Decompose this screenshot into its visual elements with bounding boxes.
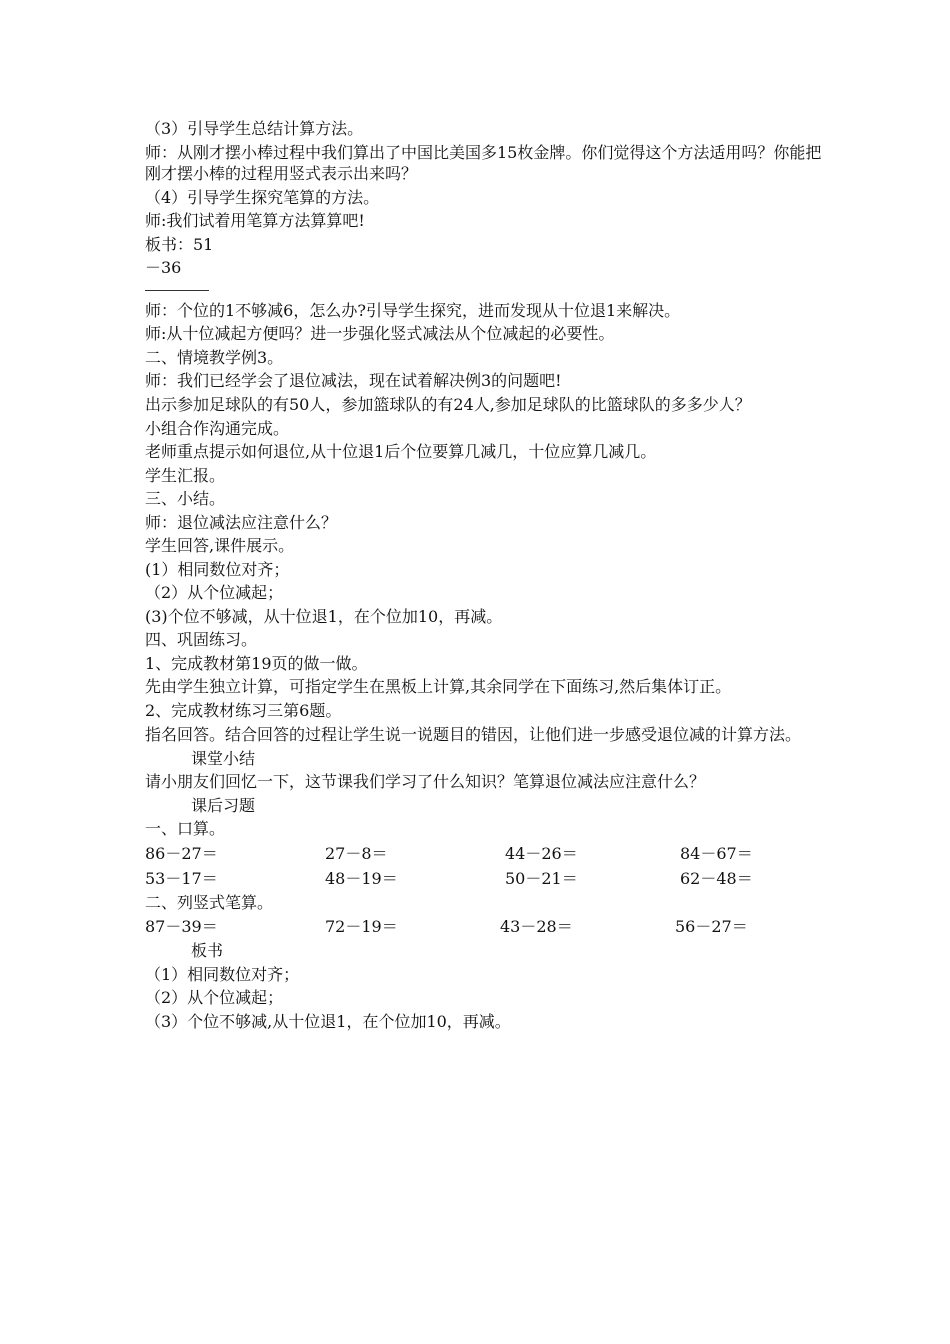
- text-line: 师：退位减法应注意什么？: [145, 512, 338, 532]
- exercise-item: 48－19＝: [325, 868, 398, 888]
- exercise-item: 50－21＝: [505, 868, 578, 888]
- text-line: 老师重点提示如何退位,从十位退1后个位要算几减几，十位应算几减几。: [145, 442, 657, 461]
- board-item: （1）相同数位对齐；: [145, 964, 300, 984]
- exercise-item: 43－28＝: [500, 917, 573, 936]
- section-heading: 二、情境教学例3。: [145, 347, 284, 367]
- text-line: （3）引导学生总结计算方法。: [145, 119, 364, 138]
- exercise-item: 72－19＝: [325, 917, 398, 936]
- text-line: 2、完成教材练习三第6题。: [145, 701, 342, 720]
- board-item: （3）个位不够减,从十位退1，在个位加10，再减。: [145, 1011, 511, 1031]
- exercise-item: 27－8＝: [325, 843, 388, 863]
- document-page: [145, 117, 825, 1033]
- text-paragraph: 师：从刚才摆小棒过程中我们算出了中国比美国多15枚金牌。你们觉得这个方法适用吗？你能把刚才摆小棒的过程用竖式表示出来吗？: [145, 142, 822, 183]
- exercise-item: 84－67＝: [680, 843, 753, 863]
- oral-row-1: [145, 841, 825, 866]
- exercise-item: 56－27＝: [675, 917, 748, 936]
- text-line: 学生汇报。: [145, 465, 226, 485]
- board-heading: 板书: [191, 941, 224, 960]
- text-paragraph: 出示参加足球队的有50人，参加篮球队的有24人,参加足球队的比篮球队的多多少人？: [145, 394, 751, 414]
- written-heading: 二、列竖式笔算。: [145, 892, 274, 912]
- exercise-item: 53－17＝: [145, 868, 218, 888]
- text-line: －36: [145, 258, 182, 277]
- text-line: 小组合作沟通完成。: [145, 418, 290, 438]
- text-line: 学生回答,课件展示。: [145, 536, 295, 555]
- text-line: （4）引导学生探究笔算的方法。: [145, 187, 380, 207]
- text-line: 师：个位的1不够减6，怎么办?引导学生探究，进而发现从十位退1来解决。: [145, 300, 681, 320]
- exercise-item: 62－48＝: [680, 868, 753, 888]
- section-heading: 四、巩固练习。: [145, 630, 258, 649]
- exercise-item: 87－39＝: [145, 917, 218, 936]
- text-paragraph: 指名回答。结合回答的过程让学生说一说题目的错因，让他们进一步感受退位减的计算方法。: [145, 724, 802, 744]
- exercise-item: 44－26＝: [505, 843, 578, 863]
- text-line: 1、完成教材第19页的做一做。: [145, 653, 368, 673]
- list-item: （2）从个位减起；: [145, 583, 284, 602]
- text-line: 师：我们已经学会了退位减法，现在试着解决例3的问题吧!: [145, 371, 562, 390]
- oral-heading: 一、口算。: [145, 819, 226, 838]
- list-item: (3)个位不够减，从十位退1，在个位加10，再减。: [145, 606, 503, 626]
- text-line: 师:从十位减起方便吗？进一步强化竖式减法从个位减起的必要性。: [145, 324, 615, 343]
- vertical-subtraction-rule: [145, 290, 209, 291]
- written-row: [145, 914, 825, 939]
- text-paragraph: 先由学生独立计算，可指定学生在黑板上计算,其余同学在下面练习,然后集体订正。: [145, 677, 732, 696]
- text-line: 师:我们试着用笔算方法算算吧!: [145, 211, 365, 230]
- section-heading: 三、小结。: [145, 489, 226, 508]
- text-line: 板书：51: [145, 234, 214, 254]
- board-item: （2）从个位减起；: [145, 988, 284, 1007]
- exercise-item: 86－27＝: [145, 843, 218, 863]
- homework-heading: 课后习题: [191, 795, 256, 815]
- list-item: (1）相同数位对齐；: [145, 559, 290, 579]
- oral-row-2: [145, 866, 825, 891]
- summary-text: 请小朋友们回忆一下，这节课我们学习了什么知识？笔算退位减法应注意什么？: [145, 772, 706, 791]
- summary-heading: 课堂小结: [191, 748, 256, 768]
